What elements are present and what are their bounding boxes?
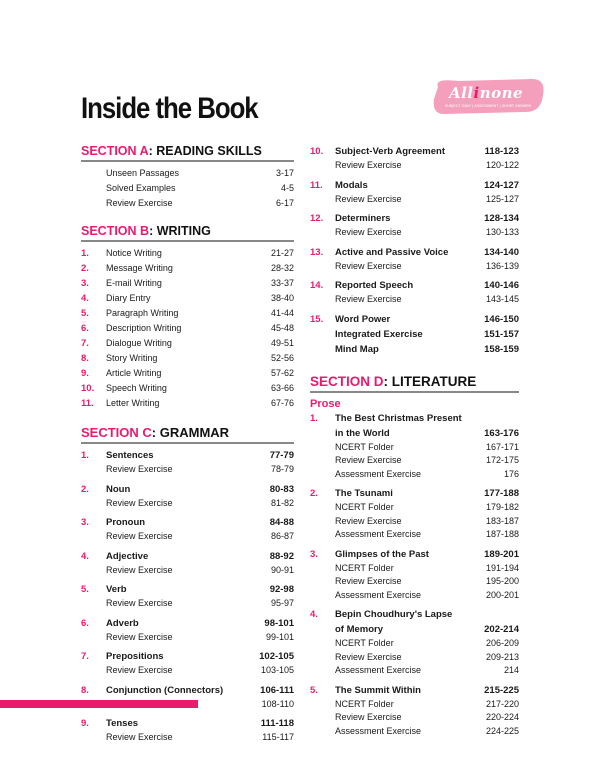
toc-row[interactable]: 2. Message Writing 28-32 <box>81 263 294 274</box>
toc-subrow[interactable]: Review Exercise 209-213 <box>335 651 519 662</box>
toc-row[interactable]: 8. Story Writing 52-56 <box>81 353 294 364</box>
toc-row[interactable]: 9. Tenses 111-118 <box>81 718 294 729</box>
toc-subrow[interactable]: Review Exercise 195-200 <box>335 576 519 586</box>
toc-subrow[interactable]: Review Exercise 183-187 <box>335 515 519 526</box>
toc-subrow[interactable]: Review Exercise 95-97 <box>106 598 294 608</box>
toc-entry <box>310 144 519 173</box>
section-a-heading: SECTION A : READING SKILLS <box>81 144 294 162</box>
toc-subrow[interactable]: Review Exercise 120-122 <box>335 160 519 170</box>
toc-entry <box>310 411 519 482</box>
toc-left-column <box>81 144 294 750</box>
toc-row[interactable]: Integrated Exercise 151-157 <box>335 328 519 340</box>
toc-entry <box>81 549 294 578</box>
prose-subheading: Prose <box>310 397 341 410</box>
toc-row[interactable]: 8. Conjunction (Connectors) 106-111 <box>81 684 294 696</box>
decorative-bar <box>0 700 198 708</box>
toc-subrow[interactable]: Review Exercise 125-127 <box>335 193 519 204</box>
toc-subrow[interactable]: Assessment Exercise 214 <box>335 665 519 675</box>
toc-row[interactable]: 4. Adjective 88-92 <box>81 550 294 562</box>
toc-row[interactable]: 14. Reported Speech 140-146 <box>310 280 519 291</box>
toc-entry <box>310 245 519 274</box>
toc-row[interactable]: Review Exercise 6-17 <box>106 198 294 208</box>
toc-row[interactable]: 7. Dialogue Writing 49-51 <box>81 338 294 349</box>
svg-text:Allinone: Allinone <box>448 84 524 102</box>
toc-row[interactable]: 6. Description Writing 45-48 <box>81 323 294 334</box>
section-b-heading: SECTION B : WRITING <box>81 224 294 242</box>
toc-row[interactable]: 5. The Summit Within 215-225 <box>310 684 519 696</box>
toc-row[interactable]: 5. Paragraph Writing 41-44 <box>81 308 294 319</box>
toc-subrow[interactable]: Review Exercise 172-175 <box>335 455 519 465</box>
toc-entry <box>310 278 519 307</box>
toc-entry <box>81 716 294 745</box>
toc-subrow[interactable]: Assessment Exercise 224-225 <box>335 725 519 736</box>
toc-subrow[interactable]: Review Exercise 90-91 <box>106 564 294 575</box>
toc-subrow[interactable]: Review Exercise 86-87 <box>106 531 294 541</box>
section-b-list <box>81 246 294 411</box>
toc-row[interactable]: 15. Word Power 146-150 <box>310 313 519 325</box>
toc-row[interactable]: 13. Active and Passive Voice 134-140 <box>310 246 519 258</box>
toc-entry <box>310 312 519 357</box>
toc-subrow[interactable]: 108-110 <box>261 698 294 709</box>
toc-row[interactable]: 9. Article Writing 57-62 <box>81 368 294 379</box>
toc-entry <box>81 582 294 611</box>
svg-text:SUBJECT ONLY | ASSESSMENT | SH: SUBJECT ONLY | ASSESSMENT | SHORT ANSWER <box>444 104 532 108</box>
brand-logo <box>428 77 548 117</box>
toc-entry <box>310 547 519 603</box>
toc-row[interactable]: 4. Bepin Choudhury's Lapse <box>310 609 453 620</box>
toc-row[interactable]: 10. Subject-Verb Agreement 118-123 <box>310 146 519 157</box>
toc-row[interactable]: of Memory 202-214 <box>335 624 519 635</box>
toc-subrow[interactable]: Review Exercise 78-79 <box>106 464 294 474</box>
toc-entry <box>81 649 294 678</box>
toc-entry <box>81 515 294 544</box>
toc-row[interactable]: 7. Prepositions 102-105 <box>81 651 294 662</box>
toc-row[interactable]: 1. The Best Christmas Present <box>310 412 462 424</box>
toc-row[interactable]: 1. Sentences 77-79 <box>81 450 294 461</box>
toc-row[interactable]: 4. Diary Entry 38-40 <box>81 293 294 304</box>
toc-subrow[interactable]: Review Exercise 99-101 <box>106 631 294 642</box>
toc-row[interactable]: 2. Noun 80-83 <box>81 483 294 495</box>
toc-subrow[interactable]: NCERT Folder 206-209 <box>335 638 519 648</box>
toc-subrow[interactable]: Review Exercise 115-117 <box>106 732 294 742</box>
toc-entry <box>310 607 519 678</box>
toc-subrow[interactable]: NCERT Folder 191-194 <box>335 562 519 573</box>
toc-right-column <box>310 144 519 743</box>
toc-row[interactable]: 11. Letter Writing 67-76 <box>81 398 294 409</box>
section-c-heading: SECTION C : GRAMMAR <box>81 425 294 444</box>
toc-subrow[interactable]: Review Exercise 136-139 <box>335 260 519 271</box>
toc-row[interactable]: Solved Examples 4-5 <box>106 183 294 193</box>
page-title: Inside the Book <box>81 92 258 125</box>
toc-row[interactable]: 12. Determiners 128-134 <box>310 213 519 224</box>
toc-subrow[interactable]: NCERT Folder 167-171 <box>335 441 519 452</box>
toc-entry <box>310 486 519 542</box>
toc-entry <box>310 211 519 240</box>
toc-row[interactable]: 6. Adverb 98-101 <box>81 617 294 629</box>
toc-subrow[interactable]: Assessment Exercise 187-188 <box>335 529 519 539</box>
toc-subrow[interactable]: Assessment Exercise 176 <box>335 468 519 479</box>
toc-subrow[interactable]: Review Exercise 81-82 <box>106 497 294 508</box>
toc-row[interactable]: 5. Verb 92-98 <box>81 584 294 595</box>
toc-row[interactable]: 11. Modals 124-127 <box>310 179 519 191</box>
toc-entry <box>81 448 294 477</box>
section-d-list <box>310 411 519 739</box>
toc-row[interactable]: 3. Glimpses of the Past 189-201 <box>310 548 519 560</box>
toc-subrow[interactable]: NCERT Folder 217-220 <box>335 698 519 709</box>
toc-subrow[interactable]: Assessment Exercise 200-201 <box>335 589 519 600</box>
toc-entry <box>81 482 294 511</box>
toc-row[interactable]: 3. E-mail Writing 33-37 <box>81 278 294 289</box>
toc-subrow[interactable]: Review Exercise 103-105 <box>106 665 294 675</box>
section-c-continued-list <box>310 144 519 357</box>
toc-row[interactable]: 10. Speech Writing 63-66 <box>81 383 294 394</box>
toc-subrow[interactable]: Review Exercise 143-145 <box>335 294 519 304</box>
toc-subrow[interactable]: NCERT Folder 179-182 <box>335 502 519 512</box>
toc-subrow[interactable]: Review Exercise 220-224 <box>335 712 519 722</box>
toc-row[interactable]: in the World 163-176 <box>335 427 519 439</box>
toc-row[interactable]: 3. Pronoun 84-88 <box>81 517 294 528</box>
section-d-heading: SECTION D : LITERATURE <box>310 374 519 393</box>
toc-entry <box>310 683 519 739</box>
toc-row[interactable]: 2. The Tsunami 177-188 <box>310 488 519 499</box>
toc-row[interactable]: 1. Notice Writing 21-27 <box>81 248 294 259</box>
toc-entry <box>81 616 294 645</box>
toc-row[interactable]: Unseen Passages 3-17 <box>106 168 294 178</box>
toc-subrow[interactable]: Review Exercise 130-133 <box>335 227 519 237</box>
toc-entry <box>310 178 519 207</box>
toc-row[interactable]: Mind Map 158-159 <box>335 343 519 355</box>
section-a-list <box>81 166 294 211</box>
